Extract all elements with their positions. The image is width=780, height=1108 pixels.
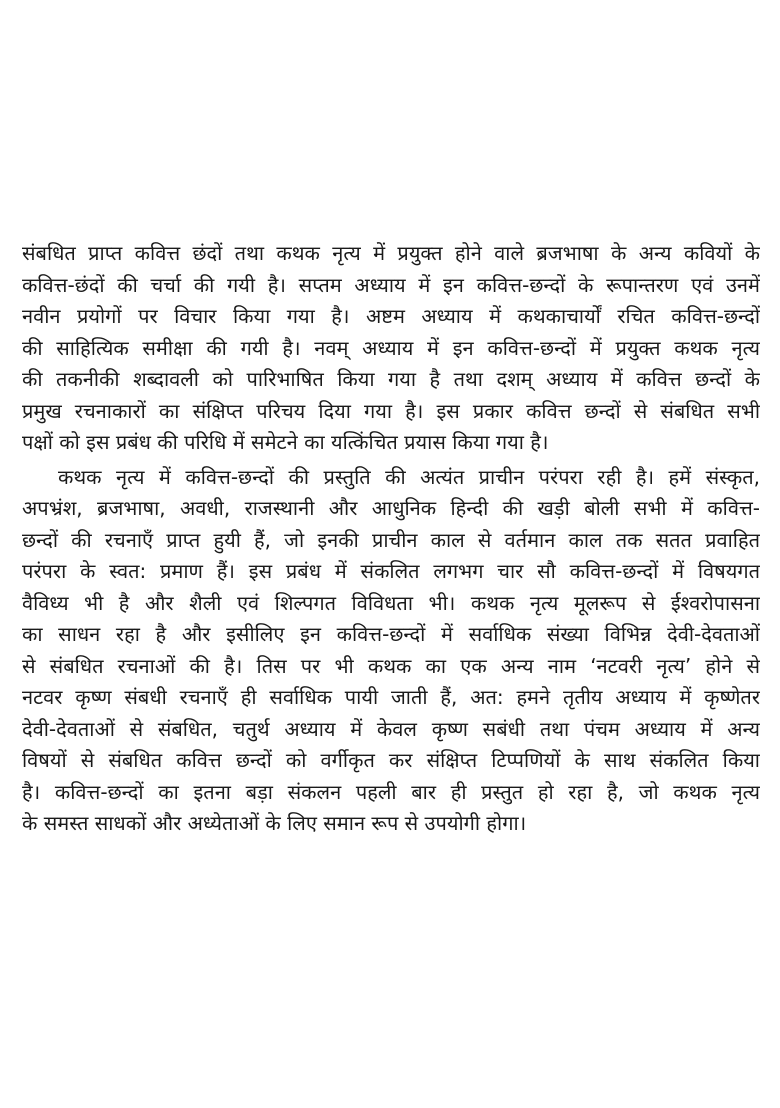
text-line: अपभ्रंश, ब्रजभाषा, अवधी, राजस्थानी और आधुनिक हिन्दी की खड़ी बोली सभी में कवित्त- bbox=[22, 496, 760, 520]
text-line: है। कवित्त-छन्दों का इतना बड़ा संकलन पहली बार ही प्रस्तुत हो रहा है, जो कथक नृत्य bbox=[22, 779, 760, 804]
text-line: परंपरा के स्वत: प्रमाण हैं। इस प्रबंध में संकलित लगभग चार सौ कवित्त-छन्दों में विषयगत bbox=[22, 559, 760, 583]
text-line: कवित्त-छंदों की चर्चा की गयी है। सप्तम अध्याय में इन कवित्त-छन्दों के रूपान्तरण एवं उनमें bbox=[22, 272, 760, 297]
text-line: छन्दों की रचनाएँ प्राप्त हुयी हैं, जो इनकी प्राचीन काल से वर्तमान काल तक सतत प्रवाहित bbox=[22, 527, 760, 552]
text-line: पक्षों को इस प्रबंध की परिधि में समेटने का यत्किंचित प्रयास किया गया है। bbox=[22, 430, 549, 454]
text-line: से संबधित रचनाओं की है। तिस पर भी कथक का एक अन्य नाम ‘नटवरी नृत्य’ होने से bbox=[22, 653, 760, 678]
text-line: प्रमुख रचनाकारों का संक्षिप्त परिचय दिया गया है। इस प्रकार कवित्त छन्दों से संबधित सभी bbox=[22, 398, 760, 423]
text-line: देवी-देवताओं से संबधित, चतुर्थ अध्याय में केवल कृष्ण सबंधी तथा पंचम अध्याय में अन्य bbox=[22, 716, 760, 741]
text-line: संबधित प्राप्त कवित्त छंदों तथा कथक नृत्य में प्रयुक्त होने वाले ब्रजभाषा के अन्य कवियों के bbox=[22, 241, 760, 265]
text-line: कथक नृत्य में कवित्त-छन्दों की प्रस्तुति की अत्यंत प्राचीन परंपरा रही है। हमें संस्कृत, bbox=[58, 464, 760, 489]
text-line: विषयों से संबधित कवित्त छन्दों को वर्गीकृत कर संक्षिप्त टिप्पणियों के साथ संकलित किया bbox=[22, 748, 760, 772]
text-line: की तकनीकी शब्दावली को पारिभाषित किया गया है तथा दशम् अध्याय में कवित्त छन्दों के bbox=[22, 367, 760, 391]
text-line: नवीन प्रयोगों पर विचार किया गया है। अष्टम अध्याय में कथकाचार्यों रचित कवित्त-छन्दों bbox=[22, 304, 760, 328]
paragraph-2 bbox=[22, 462, 760, 840]
paragraph-1 bbox=[22, 238, 760, 459]
text-line: नटवर कृष्ण संबधी रचनाएँ ही सर्वाधिक पायी जाती हैं, अत: हमने तृतीय अध्याय में कृष्णेतर bbox=[22, 685, 760, 709]
text-line: के समस्त साधकों और अध्येताओं के लिए समान रूप से उपयोगी होगा। bbox=[22, 811, 527, 835]
text-line: वैविध्य भी है और शैली एवं शिल्पगत विविधता भी। कथक नृत्य मूलरूप से ईश्वरोपासना bbox=[22, 590, 760, 615]
text-line: की साहित्यिक समीक्षा की गयी है। नवम् अध्याय में इन कवित्त-छन्दों में प्रयुक्त कथक नृत्य bbox=[22, 335, 760, 360]
text-line: का साधन रहा है और इसीलिए इन कवित्त-छन्दों में सर्वाधिक संख्या विभिन्न देवी-देवताओं bbox=[22, 622, 760, 646]
document-page bbox=[22, 238, 760, 840]
